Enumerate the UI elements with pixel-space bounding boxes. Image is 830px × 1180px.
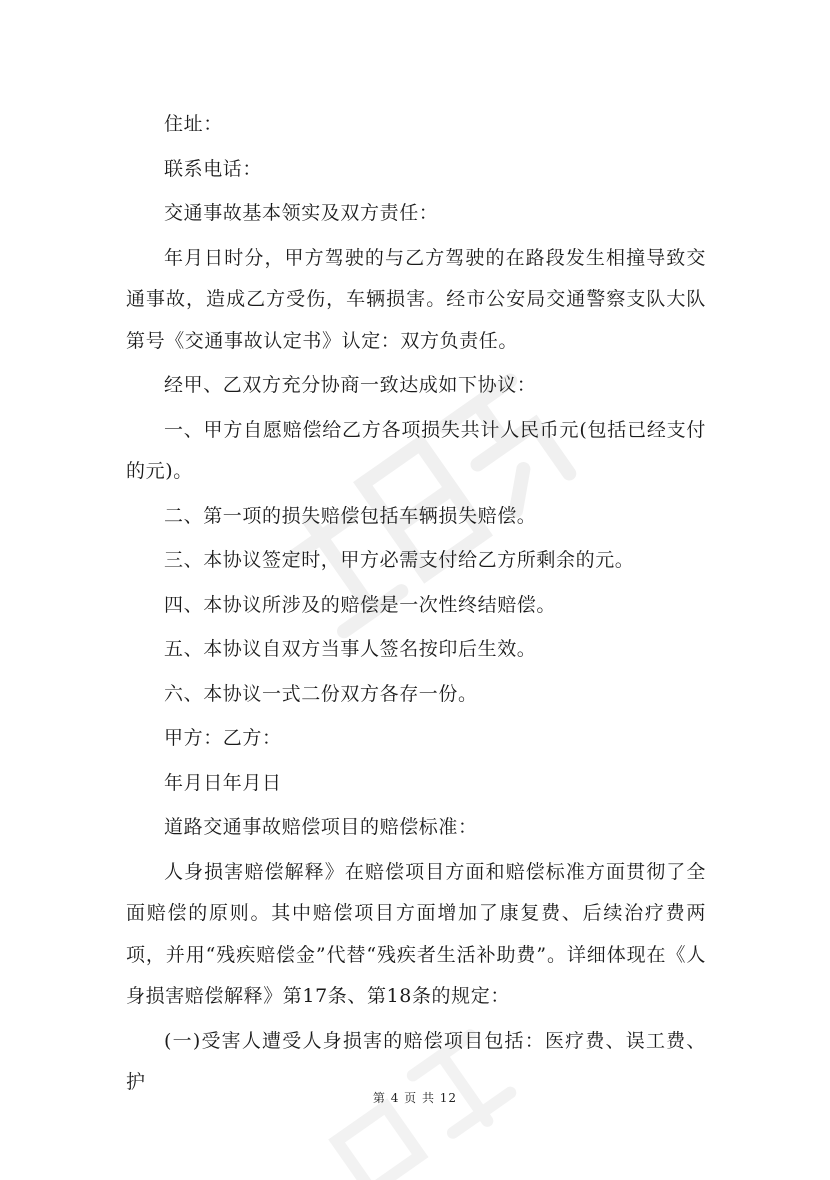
paragraph-clause-1: 一、甲方自愿赔偿给乙方各项损失共计人民币元(包括已经支付的元)。 [126,418,706,482]
paragraph-address: 住址： [164,113,223,135]
paragraph-standards-heading: 道路交通事故赔偿项目的赔偿标准： [164,816,478,838]
paragraph-compensation-items: (一)受害人遭受人身损害的赔偿项目包括：医疗费、误工费、护 [126,1029,706,1093]
paragraph-phone: 联系电话： [164,157,263,180]
page-number: 第 4 页 共 12 [372,1091,458,1105]
paragraph-agreement-intro: 经甲、乙双方充分协商一致达成如下协议： [164,374,537,396]
paragraph-clause-2: 二、第一项的损失赔偿包括车辆损失赔偿。 [164,504,537,527]
paragraph-clause-6: 六、本协议一式二份双方各存一份。 [164,682,478,705]
paragraph-accident-facts-heading: 交通事故基本领实及双方责任： [164,202,439,224]
paragraph-standards-body: 人身损害赔偿解释》在赔偿项目方面和赔偿标准方面贯彻了全面赔偿的原则。其中赔偿项目方面增加了康复费、后续治疗费两项，并用“残疾赔偿金”代替“残疾者生活补助费”。详细体现在《人身损害赔偿解释》第17条、第18条的规定： [126,860,706,1007]
paragraph-clause-3: 三、本协议签定时，甲方必需支付给乙方所剩余的元。 [164,549,635,571]
paragraph-accident-facts: 年月日时分，甲方驾驶的与乙方驾驶的在路段发生相撞导致交通事故，造成乙方受伤，车辆损害。经市公安局交通警察支队大队第号《交通事故认定书》认定：双方负责任。 [126,246,706,352]
paragraph-clause-4: 四、本协议所涉及的赔偿是一次性终结赔偿。 [164,593,557,616]
paragraph-dates: 年月日年月日 [164,771,282,794]
paragraph-clause-5: 五、本协议自双方当事人签名按印后生效。 [164,638,537,660]
document-body [126,104,706,1107]
paragraph-parties: 甲方：乙方： [164,727,282,749]
